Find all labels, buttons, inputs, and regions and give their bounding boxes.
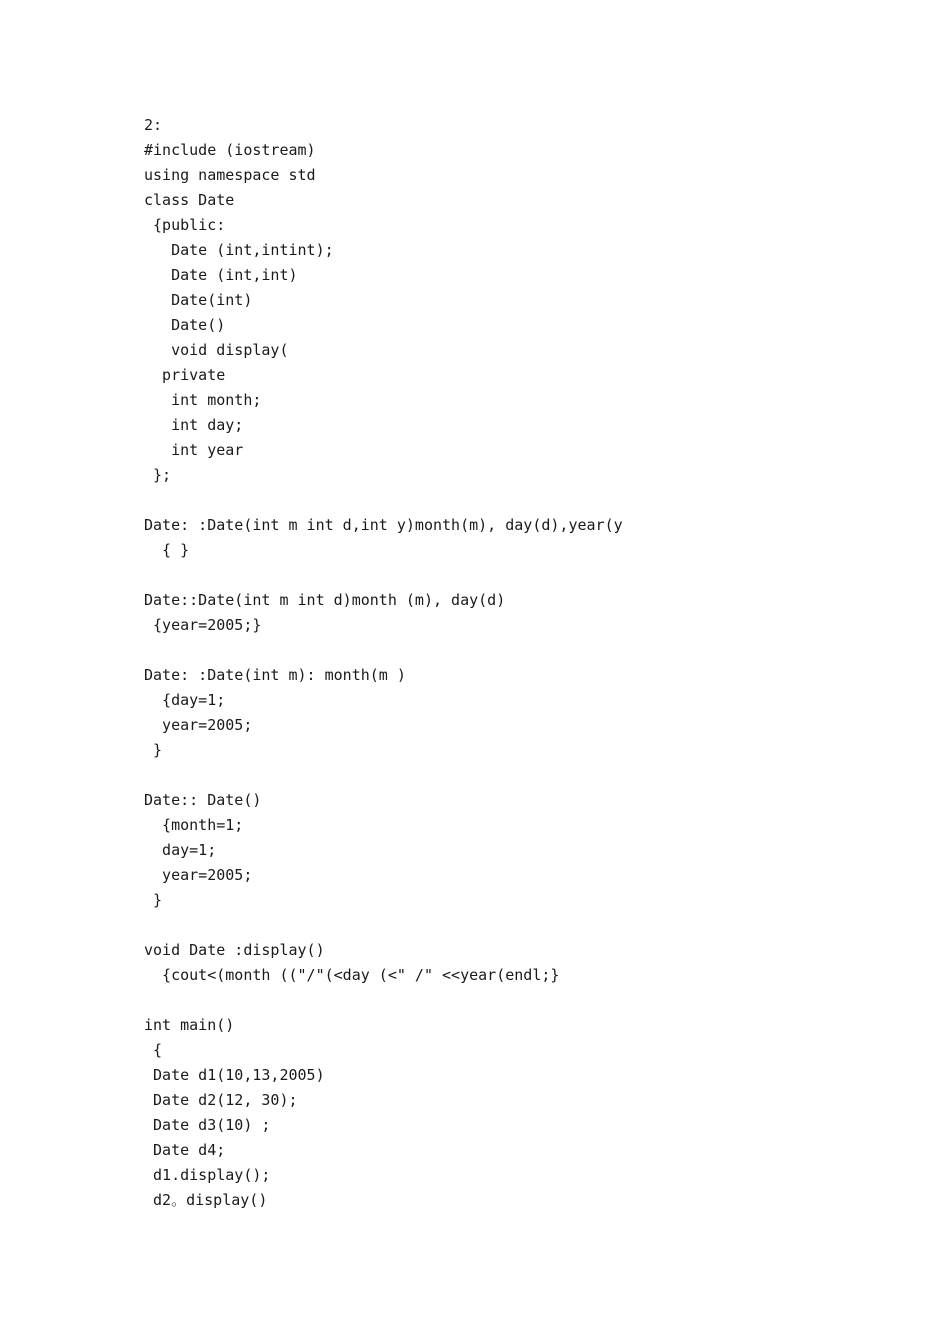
code-line: class Date	[144, 191, 235, 209]
code-line: Date d1(10,13,2005)	[144, 1066, 325, 1084]
code-line: {year=2005;}	[144, 616, 262, 634]
code-line: Date d3(10) ;	[144, 1116, 271, 1134]
code-line: #include (iostream)	[144, 141, 316, 159]
code-line: year=2005;	[144, 866, 253, 884]
code-line: int main()	[144, 1016, 235, 1034]
code-line: year=2005;	[144, 716, 253, 734]
code-line: int month;	[144, 391, 262, 409]
code-line: int year	[144, 441, 244, 459]
code-line: Date d4;	[144, 1141, 226, 1159]
code-line: }	[144, 891, 163, 909]
code-line: Date d2(12, 30);	[144, 1091, 298, 1109]
code-line: Date (int,int)	[144, 266, 298, 284]
code-line: { }	[144, 541, 190, 559]
code-line: Date(int)	[144, 291, 253, 309]
code-line: Date: :Date(int m int d,int y)month(m), day(d),year(y	[144, 516, 623, 534]
code-line: d2。display()	[144, 1191, 268, 1209]
code-line: 2:	[144, 116, 163, 134]
code-line: Date::Date(int m int d)month (m), day(d)	[144, 591, 506, 609]
code-line: Date (int,intint);	[144, 241, 334, 259]
code-line: private	[144, 366, 226, 384]
code-line: };	[144, 466, 172, 484]
code-line: Date()	[144, 316, 226, 334]
code-line: void display(	[144, 341, 289, 359]
code-line: {day=1;	[144, 691, 226, 709]
code-line: {	[144, 1041, 163, 1059]
code-line: d1.display();	[144, 1166, 271, 1184]
code-line: Date:: Date()	[144, 791, 262, 809]
code-line: void Date :display()	[144, 941, 325, 959]
code-line: day=1;	[144, 841, 217, 859]
code-line: {public:	[144, 216, 226, 234]
code-line: {month=1;	[144, 816, 244, 834]
code-line: Date: :Date(int m): month(m )	[144, 666, 406, 684]
code-line: using namespace std	[144, 166, 316, 184]
code-line: {cout<(month (("/"(<day (<" /" <<year(endl;}	[144, 966, 560, 984]
code-line: }	[144, 741, 163, 759]
code-line: int day;	[144, 416, 244, 434]
